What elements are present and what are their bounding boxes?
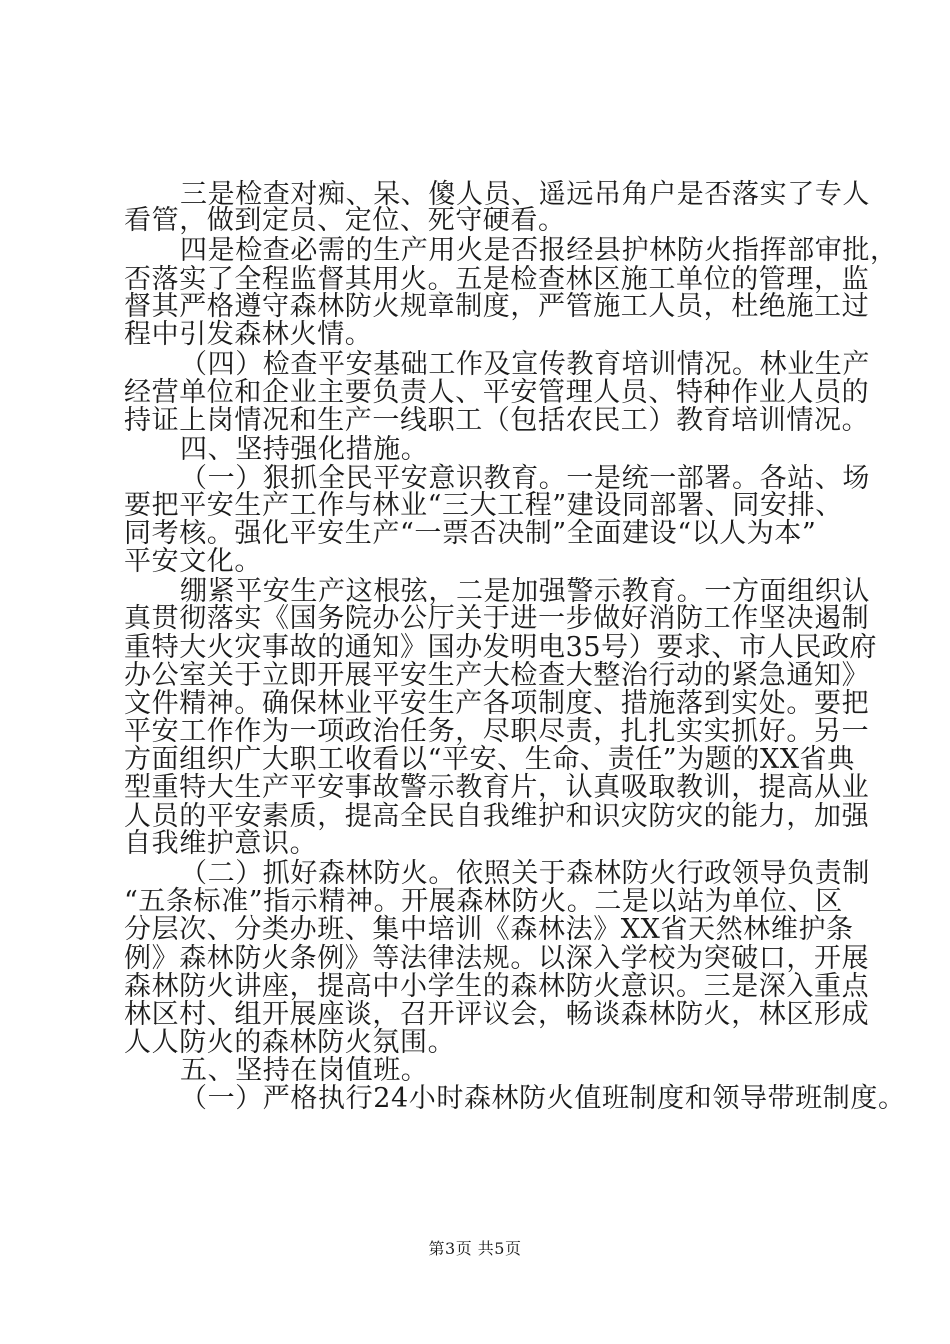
text-line: 四是检查必需的生产用火是否报经县护林防火指挥部审批， [180, 235, 898, 267]
text-line: “五条标准”指示精神。开展森林防火。二是以站为单位、区 [124, 886, 843, 918]
text-line: （二）抓好森林防火。依照关于森林防火行政领导负责制 [180, 858, 870, 890]
section-heading: 四、坚持强化措施。 [180, 434, 429, 466]
text-line: 程中引发森林火情。 [124, 318, 373, 350]
text-line: 林区村、组开展座谈，召开评议会，畅谈森林防火，林区形成 [124, 999, 870, 1031]
text-line: （一）狠抓全民平安意识教育。一是统一部署。各站、场 [180, 462, 870, 494]
text-line: 重特大火灾事故的通知》国办发明电35号）要求、市人民政府 [124, 631, 878, 663]
text-line: 自我维护意识。 [124, 828, 318, 860]
text-line: 否落实了全程监督其用火。五是检查林区施工单位的管理，监 [124, 264, 870, 296]
text-line: 督其严格遵守森林防火规章制度，严管施工人员，杜绝施工过 [124, 291, 870, 323]
text-line: （一）严格执行24小时森林防火值班制度和领导带班制度。 [180, 1082, 906, 1114]
text-line: （四）检查平安基础工作及宣传教育培训情况。林业生产 [180, 348, 870, 380]
text-line: 三是检查对痴、呆、傻人员、遥远吊角户是否落实了专人 [180, 179, 870, 210]
text-line: 分层次、分类办班、集中培训《森林法》XX省天然林维护条 [124, 914, 854, 946]
page-number-footer: 第3页 共5页 [428, 1239, 522, 1258]
section-heading: 五、坚持在岗值班。 [180, 1055, 429, 1087]
text-line: 例》森林防火条例》等法律法规。以深入学校为突破口，开展 [124, 942, 870, 974]
text-line: 看管，做到定员、定位、死守硬看。 [124, 205, 566, 237]
text-line: 平安文化。 [124, 545, 262, 577]
text-line: 文件精神。确保林业平安生产各项制度、措施落到实处。要把 [124, 687, 870, 719]
text-line: 同考核。强化平安生产“一票否决制”全面建设“以人为本” [124, 517, 817, 549]
text-line: 人人防火的森林防火氛围。 [124, 1026, 456, 1058]
text-line: 办公室关于立即开展平安生产大检查大整治行动的紧急通知》 [124, 660, 870, 692]
text-line: 型重特大生产平安事故警示教育片，认真吸取教训，提高从业 [124, 772, 870, 804]
text-line: 方面组织广大职工收看以“平安、生命、责任”为题的XX省典 [124, 743, 855, 775]
text-line: 森林防火讲座，提高中小学生的森林防火意识。三是深入重点 [124, 970, 870, 1002]
text-line: 平安工作作为一项政治任务，尽职尽责，扎扎实实抓好。另一 [124, 716, 870, 748]
text-line: 真贯彻落实《国务院办公厅关于进一步做好消防工作坚决遏制 [124, 603, 870, 635]
text-line: 要把平安生产工作与林业“三大工程”建设同部署、同安排、 [124, 490, 843, 522]
text-line: 持证上岗情况和生产一线职工（包括农民工）教育培训情况。 [124, 404, 870, 436]
text-line: 经营单位和企业主要负责人、平安管理人员、特种作业人员的 [124, 377, 870, 409]
text-line: 绷紧平安生产这根弦，二是加强警示教育。一方面组织认 [180, 575, 870, 607]
text-line: 人员的平安素质，提高全民自我维护和识灾防灾的能力，加强 [124, 800, 870, 832]
